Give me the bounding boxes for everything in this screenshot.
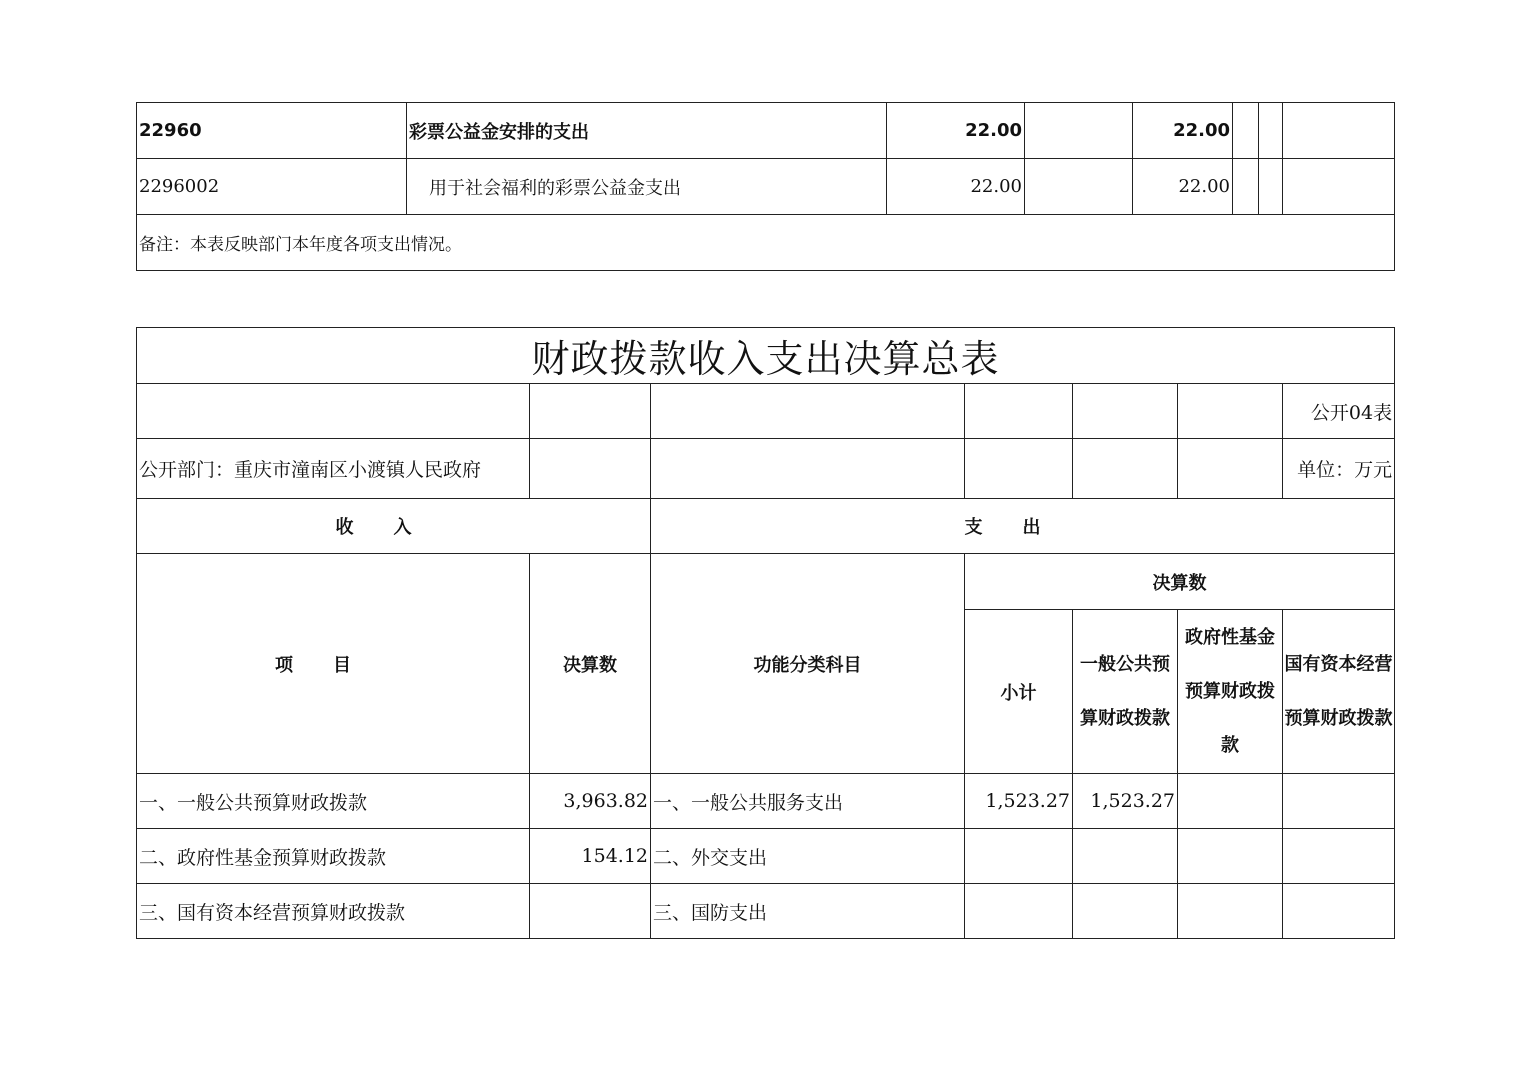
table-row: [137, 103, 1395, 159]
expense-detail-table: [136, 102, 1395, 271]
expense-item: 一、一般公共服务支出: [651, 774, 965, 829]
gov-fund-header: 政府性基金预算财政拨款: [1178, 610, 1283, 774]
gov-fund-value: [1178, 829, 1283, 884]
empty-cell: [965, 439, 1073, 499]
general-budget-value: [1073, 884, 1178, 939]
general-budget-header: 一般公共预算财政拨款: [1073, 610, 1178, 774]
general-budget-value: [1073, 829, 1178, 884]
amount-header: 决算数: [530, 554, 651, 774]
expense-item: 三、国防支出: [651, 884, 965, 939]
note-row: [137, 215, 1395, 271]
expense-header-text: 支出: [964, 517, 1081, 538]
empty-cell: [530, 439, 651, 499]
subtotal-value: [965, 884, 1073, 939]
gov-fund-value: [1178, 774, 1283, 829]
empty-cell: [1073, 439, 1178, 499]
table-title: 财政拨款收入支出决算总表: [137, 328, 1395, 384]
expense-header: [651, 499, 1395, 554]
income-item: 一、一般公共预算财政拨款: [137, 774, 530, 829]
empty-cell: [1233, 103, 1259, 159]
state-capital-value: [1283, 774, 1395, 829]
empty-cell: [530, 384, 651, 439]
income-amount: 3,963.82: [530, 774, 651, 829]
gov-fund-value: [1178, 884, 1283, 939]
empty-cell: [651, 384, 965, 439]
project-expense: 22.00: [1133, 159, 1233, 215]
income-header: [137, 499, 651, 554]
total-amount: 22.00: [887, 103, 1025, 159]
empty-cell: [651, 439, 965, 499]
table-row: [137, 884, 1395, 939]
empty-cell: [965, 384, 1073, 439]
table-note: 备注：本表反映部门本年度各项支出情况。: [137, 215, 1395, 271]
income-amount: 154.12: [530, 829, 651, 884]
state-capital-value: [1283, 829, 1395, 884]
subject-name: 用于社会福利的彩票公益金支出: [407, 159, 887, 215]
subject-code: 2296002: [137, 159, 407, 215]
item-header-text: 项目: [275, 654, 391, 676]
subject-code: 22960: [137, 103, 407, 159]
empty-cell: [1283, 159, 1395, 215]
subtotal-value: [965, 829, 1073, 884]
income-item: 三、国有资本经营预算财政拨款: [137, 884, 530, 939]
state-capital-value: [1283, 884, 1395, 939]
item-header: [137, 554, 530, 774]
table-row: [137, 774, 1395, 829]
empty-cell: [1073, 384, 1178, 439]
table-row: [137, 159, 1395, 215]
subtotal-value: 1,523.27: [965, 774, 1073, 829]
project-expense: 22.00: [1133, 103, 1233, 159]
department-label: 公开部门：重庆市潼南区小渡镇人民政府: [137, 439, 530, 499]
function-class-header: 功能分类科目: [651, 554, 965, 774]
subject-name: 彩票公益金安排的支出: [407, 103, 887, 159]
income-amount: [530, 884, 651, 939]
empty-cell: [1259, 103, 1283, 159]
unit-label: 单位：万元: [1283, 439, 1395, 499]
empty-cell: [137, 384, 530, 439]
subtotal-header: 小计: [965, 610, 1073, 774]
table-code: 公开04表: [1283, 384, 1395, 439]
income-item: 二、政府性基金预算财政拨款: [137, 829, 530, 884]
income-header-text: 收入: [335, 517, 452, 538]
empty-cell: [1233, 159, 1259, 215]
appropriation-summary-table: [136, 327, 1395, 939]
empty-cell: [1178, 439, 1283, 499]
basic-expense: [1025, 159, 1133, 215]
general-budget-value: 1,523.27: [1073, 774, 1178, 829]
empty-cell: [1259, 159, 1283, 215]
empty-cell: [1283, 103, 1395, 159]
total-amount: 22.00: [887, 159, 1025, 215]
table-row: [137, 829, 1395, 884]
expense-item: 二、外交支出: [651, 829, 965, 884]
basic-expense: [1025, 103, 1133, 159]
final-amount-header: 决算数: [965, 554, 1395, 610]
empty-cell: [1178, 384, 1283, 439]
state-capital-header: 国有资本经营预算财政拨款: [1283, 610, 1395, 774]
